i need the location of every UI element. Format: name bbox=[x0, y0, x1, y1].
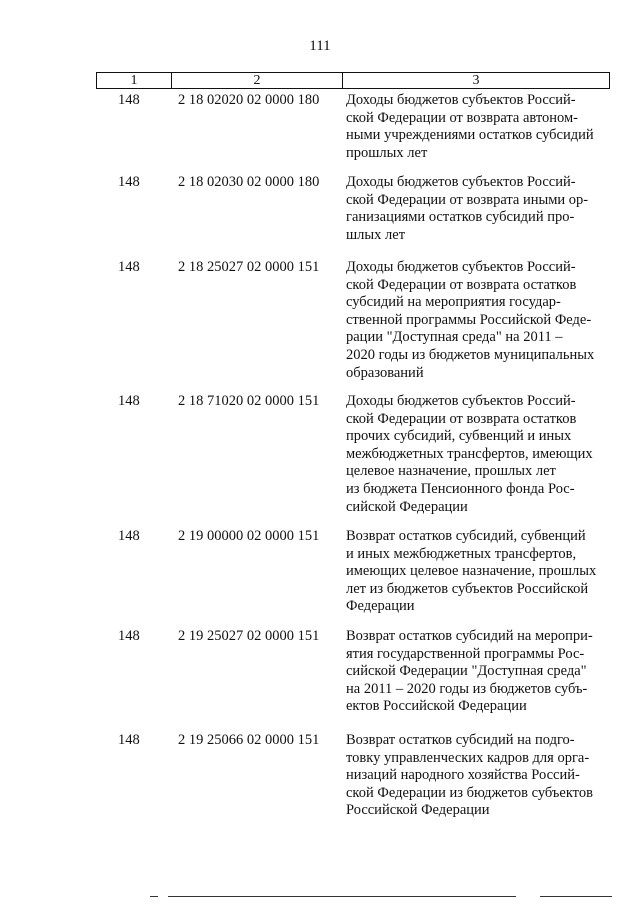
admin-code: 148 bbox=[118, 528, 140, 544]
income-description: Возврат остатков субсидий, субвенций и иных межбюджетных трансфертов, имеющих целевое назначение, прошлых лет из бюджетов субъектов Российской Федерации bbox=[346, 528, 597, 615]
budget-classification-code: 2 19 00000 02 0000 151 bbox=[178, 528, 320, 544]
footer-rule-right bbox=[540, 896, 612, 897]
income-description: Доходы бюджетов субъектов Россий- ской Федерации от возврата остатков прочих субсидий, субвенций и иных межбюджетных трансфертов, имеющих целевое назначение, прошлых лет из бюджета Пенсионного фонда Рос- сийской Федерации bbox=[346, 393, 593, 515]
admin-code: 148 bbox=[118, 174, 140, 190]
income-description: Доходы бюджетов субъектов Россий- ской Федерации от возврата автоном- ными учреждениями остатков субсидий прошлых лет bbox=[346, 92, 594, 161]
column-header-1: 1 bbox=[97, 73, 172, 89]
column-header-table bbox=[96, 72, 610, 89]
budget-classification-code: 2 19 25027 02 0000 151 bbox=[178, 628, 320, 644]
page-number: 111 bbox=[309, 38, 331, 54]
income-description: Возврат остатков субсидий на подго- товку управленческих кадров для орга- низаций народного хозяйства Россий- ской Федерации из бюджетов субъектов Российской Федерации bbox=[346, 732, 593, 819]
budget-classification-code: 2 18 02020 02 0000 180 bbox=[178, 92, 320, 108]
budget-classification-code: 2 19 25066 02 0000 151 bbox=[178, 732, 320, 748]
admin-code: 148 bbox=[118, 393, 140, 409]
column-header-3: 3 bbox=[343, 73, 610, 89]
footer-rule-short bbox=[150, 896, 158, 897]
column-header-2: 2 bbox=[172, 73, 343, 89]
income-description: Доходы бюджетов субъектов Россий- ской Федерации от возврата иными ор- ганизациями остатков субсидий про- шлых лет bbox=[346, 174, 589, 243]
admin-code: 148 bbox=[118, 628, 140, 644]
income-description: Возврат остатков субсидий на меропри- ятия государственной программы Рос- сийской Федерации "Доступная среда" на 2011 – 2020 годы из бюджетов субъ- ектов Российской Федерации bbox=[346, 628, 593, 715]
budget-classification-code: 2 18 71020 02 0000 151 bbox=[178, 393, 320, 409]
column-header-row bbox=[97, 73, 610, 89]
footer-rule bbox=[168, 896, 516, 897]
budget-classification-code: 2 18 02030 02 0000 180 bbox=[178, 174, 320, 190]
income-description: Доходы бюджетов субъектов Россий- ской Федерации от возврата остатков субсидий на мероприятия государ- ственной программы Российской Феде- рации "Доступная среда" на 2011 – 2020 годы из бюджетов муниципальных образований bbox=[346, 259, 595, 381]
budget-classification-code: 2 18 25027 02 0000 151 bbox=[178, 259, 320, 275]
admin-code: 148 bbox=[118, 732, 140, 748]
admin-code: 148 bbox=[118, 92, 140, 108]
admin-code: 148 bbox=[118, 259, 140, 275]
